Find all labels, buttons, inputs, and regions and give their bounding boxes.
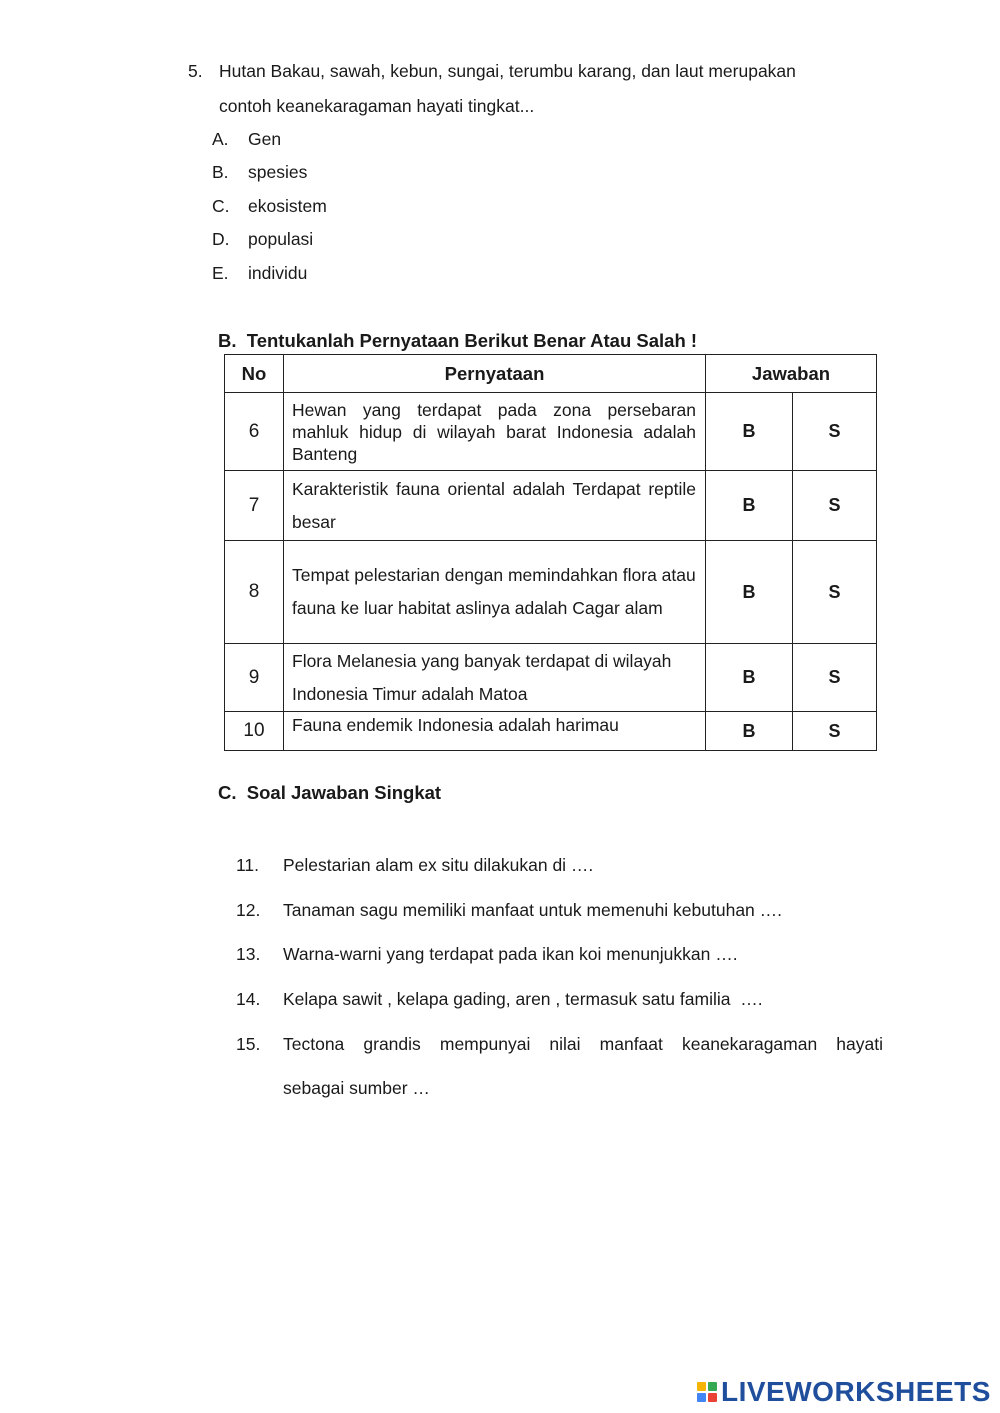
answer-true-button[interactable]: B [706,393,793,471]
answer-false-button[interactable]: S [793,393,877,471]
table-header-row [225,355,877,393]
row-statement: Flora Melanesia yang banyak terdapat di wilayah Indonesia Timur adalah Matoa [284,644,706,712]
logo-mark-tile-i [708,1382,717,1391]
option-d-letter: D. [212,229,230,249]
question-11-number: 11. [236,855,260,875]
option-a-letter: A. [212,129,229,149]
table-row [225,541,877,644]
question-14-number: 14. [236,989,261,1009]
liveworksheets-logo[interactable] [697,1378,991,1406]
answer-true-button[interactable]: B [706,471,793,541]
row-statement: Fauna endemik Indonesia adalah harimau [284,712,706,751]
question-5-text-line1: Hutan Bakau, sawah, kebun, sungai, terumbu karang, dan laut merupakan [219,61,796,81]
option-b-letter: B. [212,162,229,182]
option-d-text[interactable]: populasi [248,229,314,249]
question-5-number: 5. [188,61,203,81]
row-number: 7 [225,471,284,541]
answer-false-button[interactable]: S [793,471,877,541]
true-false-table [224,354,877,751]
logo-mark-tile-v [697,1393,706,1402]
row-number: 8 [225,541,284,644]
answer-true-button[interactable]: B [706,712,793,751]
row-number: 9 [225,644,284,712]
question-15-text-line2: sebagai sumber … [283,1078,430,1098]
question-5-text-line2: contoh keanekaragaman hayati tingkat... [219,96,535,116]
logo-mark-tile-l [697,1382,706,1391]
question-13-text: Warna-warni yang terdapat pada ikan koi menunjukkan …. [283,944,738,964]
option-c-text[interactable]: ekosistem [248,196,327,216]
answer-false-button[interactable]: S [793,712,877,751]
question-14-text: Kelapa sawit , kelapa gading, aren , termasuk satu familia …. [283,989,763,1009]
question-12-number: 12. [236,900,261,920]
table-row [225,712,877,751]
answer-true-button[interactable]: B [706,541,793,644]
row-statement: Tempat pelestarian dengan memindahkan flora atau fauna ke luar habitat aslinya adalah Cagar alam [284,541,706,644]
section-b-heading: B. Tentukanlah Pernyataan Berikut Benar Atau Salah ! [218,330,698,351]
header-answer: Jawaban [706,355,877,393]
question-13-number: 13. [236,944,261,964]
option-a-text[interactable]: Gen [248,129,282,149]
table-row [225,393,877,471]
answer-false-button[interactable]: S [793,541,877,644]
header-no: No [225,355,284,393]
logo-mark-icon [697,1382,717,1402]
question-15-text-line1: Tectona grandis mempunyai nilai manfaat keanekaragaman hayati [283,1034,883,1054]
option-e-letter: E. [212,263,229,283]
logo-mark-tile-e [708,1393,717,1402]
logo-text: LIVEWORKSHEETS [721,1376,991,1407]
option-c-letter: C. [212,196,230,216]
question-12-text: Tanaman sagu memiliki manfaat untuk memenuhi kebutuhan …. [283,900,783,920]
answer-true-button[interactable]: B [706,644,793,712]
row-statement: Karakteristik fauna oriental adalah Terdapat reptile besar [284,471,706,541]
row-number: 6 [225,393,284,471]
option-b-text[interactable]: spesies [248,162,308,182]
table-row [225,644,877,712]
row-statement: Hewan yang terdapat pada zona persebaran mahluk hidup di wilayah barat Indonesia adalah Banteng [284,393,706,471]
answer-false-button[interactable]: S [793,644,877,712]
question-11-text: Pelestarian alam ex situ dilakukan di …. [283,855,594,875]
option-e-text[interactable]: individu [248,263,308,283]
table-row [225,471,877,541]
row-number: 10 [225,712,284,751]
header-statement: Pernyataan [284,355,706,393]
section-c-heading: C. Soal Jawaban Singkat [218,782,442,803]
question-15-number: 15. [236,1034,261,1054]
